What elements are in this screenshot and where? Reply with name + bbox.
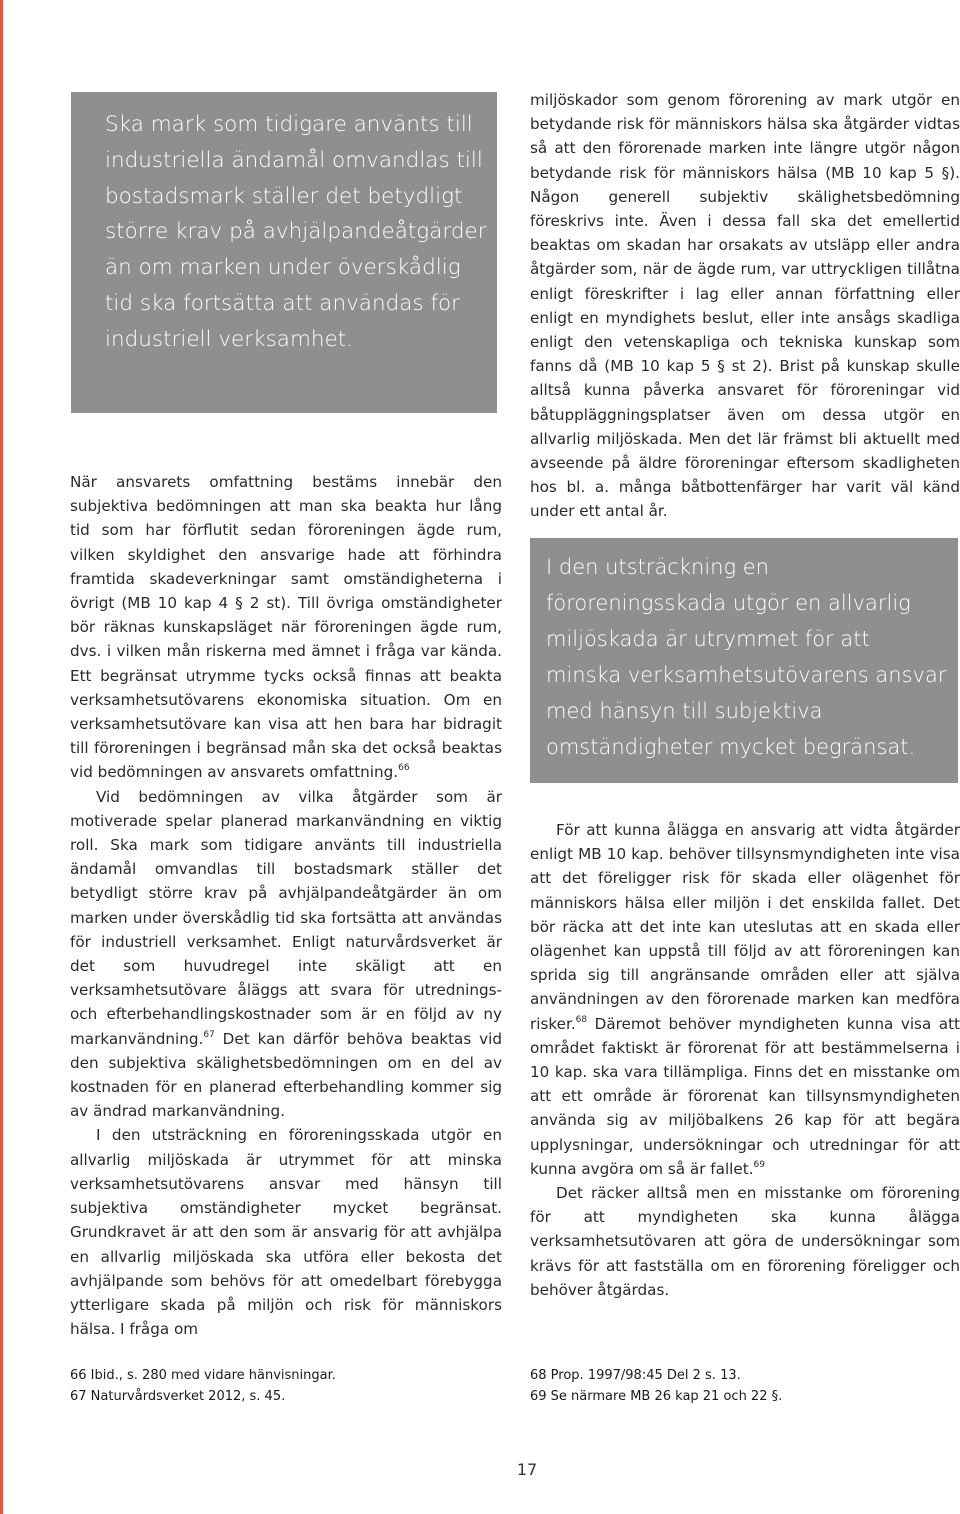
body-column-left bbox=[70, 470, 502, 1341]
paragraph-serious-damage: I den utsträckning en föroreningsskada utgör en allvarlig miljöskada är utrymmet för att minska verksamhetsutövarens ansvar med hänsyn till subjektiva omständigheter mycket begränsat. Grundkravet är att den som är ansvarig för att avhjälpa en allvarlig miljöskada ska utföra eller bekosta det avhjälpande som behövs för att omedelbart förebygga ytterligare skada på miljön och risk för människors hälsa. I fråga om bbox=[70, 1126, 502, 1339]
footnote-69: 69 Se närmare MB 26 kap 21 och 22 §. bbox=[530, 1389, 783, 1404]
footnote-ref-68[interactable]: 68 bbox=[575, 1014, 588, 1025]
footnote-ref-67[interactable]: 67 bbox=[203, 1029, 215, 1040]
footnotes-right bbox=[530, 1365, 782, 1407]
footnote-66: 66 Ibid., s. 280 med vidare hänvisningar. bbox=[70, 1368, 336, 1383]
paragraph-authority-orders: För att kunna ålägga en ansvarig att vidta åtgärder enligt MB 10 kap. behöver tillsynsmyndigheten inte visa att det föreligger risk för skada eller olägenhet för människors hälsa eller miljön i det enskilda fallet. Det bör räcka att det inte kan uteslutas att en skada eller olägenhet kan uppstå till följd av att föroreningen kan sprida sig till angränsande områden eller att själva användningen av den förorenade marken kan medföra risker.$^{68}$ Däremot behöver myndigheten kunna visa att området faktiskt är förorenat för att bestämmelserna i 10 kap. ska vara tillämpliga. Finns det en misstanke om att ett område är förorenat kan tillsynsmyndigheten använda sig av miljöbalkens 26 kap för att begära upplysningar, undersökningar och utredningar för att kunna avgöra om så är fallet.$^{69}$ bbox=[530, 821, 960, 1178]
paragraph-suspicion: Det räcker alltså men en misstanke om förorening för att myndigheten ska kunna ålägga verksamhetsutövaren att göra de undersökningar som krävs för att fastställa om en förorening föreligger och behöver åtgärdas. bbox=[530, 1184, 960, 1299]
footnote-68: 68 Prop. 1997/98:45 Del 2 s. 13. bbox=[530, 1368, 741, 1383]
pull-quote-land-use: Ska mark som tidigare använts till industriella ändamål omvandlas till bostadsmark ställer det betydligt större krav på avhjälpandeåtgärder än om marken under överskådlig tid ska fortsätta att användas för industriell verksamhet. bbox=[71, 92, 497, 413]
paragraph-subjective-assessment: När ansvarets omfattning bestäms innebär den subjektiva bedömningen att man ska beakta hur lång tid som har förflutit sedan föroreningen ägde rum, vilken skyldighet den ansvarige hade att förhindra framtida skadeverkningar samt omständigheterna i övrigt (MB 10 kap 4 § 2 st). Till övriga omständigheter bör räknas kunskapsläget när föroreningen ägde rum, dvs. i vilken mån riskerna med ämnet i fråga var kända. Ett begränsat utrymme tycks också finnas att beakta verksamhetsutövarens ekonomiska situation. Om en verksamhetsutövare kan visa att hen bara har bidragit till föroreningen i begränsad mån ska det också beaktas vid bedömningen av ansvarets omfattning.$^{66}$ bbox=[70, 473, 502, 782]
footnote-ref-69[interactable]: 69 bbox=[753, 1159, 765, 1170]
paragraph-health-risk: miljöskador som genom förorening av mark utgör en betydande risk för människors hälsa ska åtgärder vidtas så att den förorenade marken inte längre utgör någon betydande risk för människors hälsa (MB 10 kap 5 §). Någon generell subjektiv skälighetsbedömning föreskrivs inte. Även i dessa fall ska det emellertid beaktas om skadan har orsakats av utsläpp eller andra åtgärder som, när de ägde rum, var uttryckligen tillåtna enligt föreskrifter i lag eller annan författning eller enligt en myndighets beslut, eller inte ansågs skadliga enligt den vetenskapliga och tekniska kunskap som fanns då (MB 10 kap 5 § st 2). Brist på kunskap skulle alltså kunna påverka ansvaret för föroreningar vid båtuppläggningsplatser även om dessa utgör en allvarlig miljöskada. Men det lär främst bli aktuellt med avseende på äldre föroreningar eftersom skadligheten hos bl. a. många båtbottenfärger har varit väl känd under ett antal år. bbox=[530, 91, 960, 521]
body-column-right-bottom bbox=[530, 818, 960, 1302]
page-number: 17 bbox=[516, 1460, 538, 1479]
body-column-right-top bbox=[530, 88, 960, 524]
paragraph-land-use: Vid bedömningen av vilka åtgärder som är motiverade spelar planerad markanvändning en viktig roll. Ska mark som tidigare använts till industriella ändamål omvandlas till bostadsmark ställer det betydligt större krav på avhjälpandeåtgärder än om marken under överskådlig tid ska fortsätta att användas för industriell verksamhet. Enligt naturvårdsverket är det som huvudregel inte skäligt att en verksamhetsutövare åläggs att svara för utrednings- och efterbehandlingskostnader som är en följd av ny markanvändning.$^{67}$ Det kan därför behöva beaktas vid den subjektiva skälighetsbedömningen om en del av kostnaden för en planerad efterbehandling kommer sig av ändrad markanvändning. bbox=[70, 787, 502, 1121]
footnote-ref-66[interactable]: 66 bbox=[398, 763, 410, 774]
footnote-67: 67 Naturvårdsverket 2012, s. 45. bbox=[70, 1389, 286, 1404]
footnotes-left bbox=[70, 1365, 336, 1407]
page-edge-stripe bbox=[0, 0, 3, 1514]
pull-quote-liability: I den utsträckning en föroreningsskada utgör en allvarlig miljöskada är utrymmet för att minska verksamhetsutövarens ansvar med hänsyn till subjektiva omständigheter mycket begränsat. bbox=[530, 538, 958, 783]
